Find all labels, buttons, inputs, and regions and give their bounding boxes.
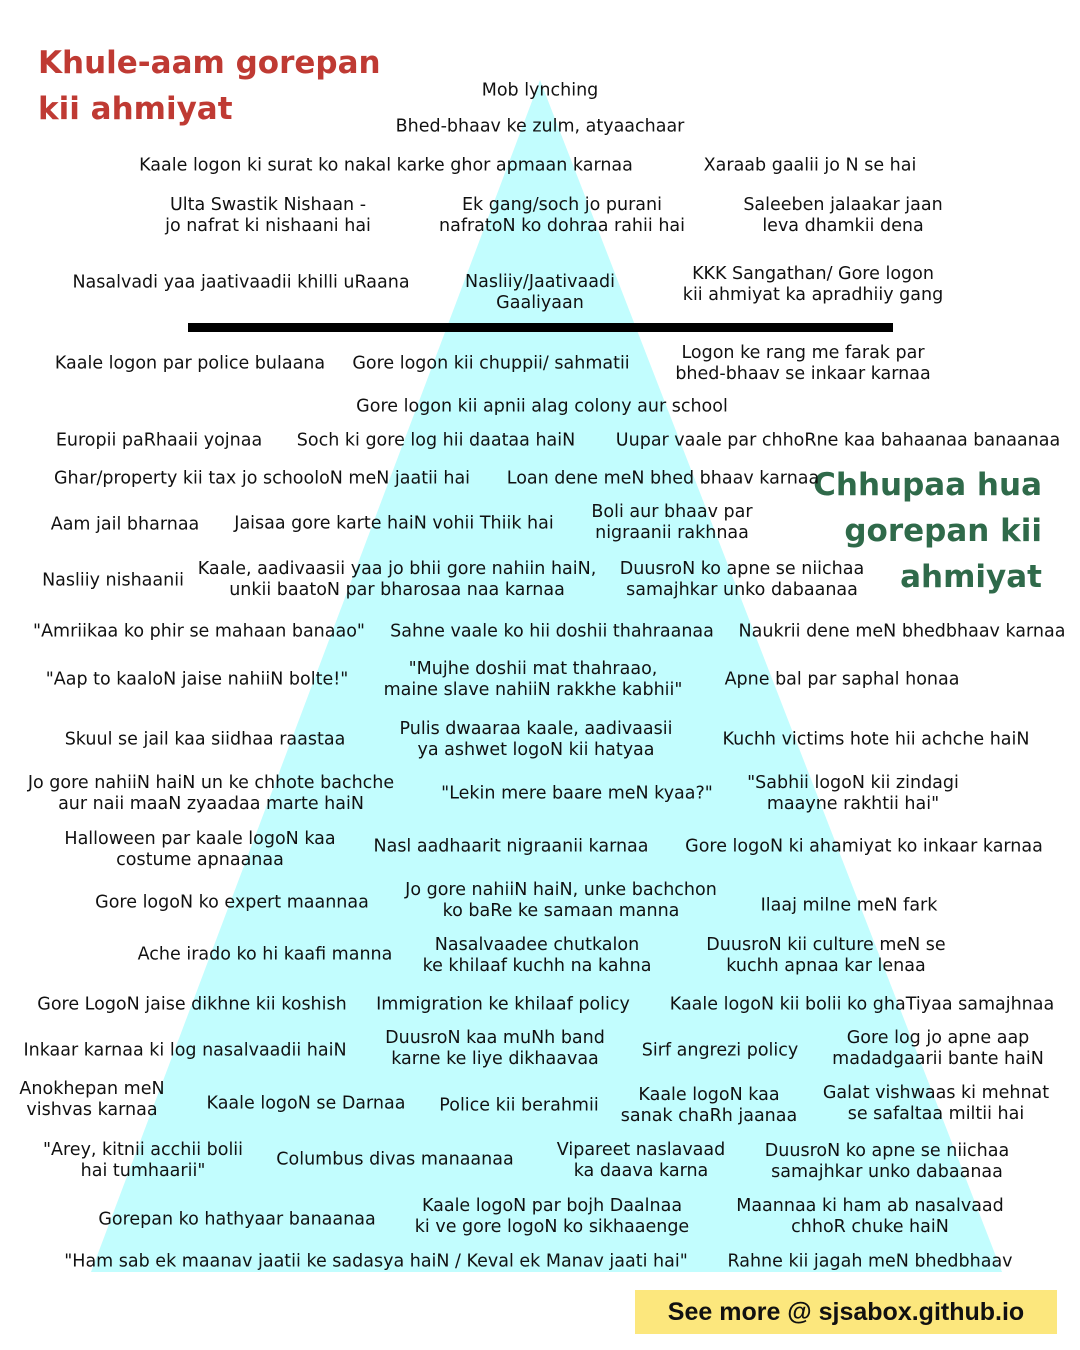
- overt-item: Kaale logon ki surat ko nakal karke ghor apmaan karnaa: [139, 155, 633, 176]
- covert-item: Columbus divas manaanaa: [276, 1149, 514, 1170]
- covert-item: Kaale logon par police bulaana: [54, 353, 326, 374]
- covert-item: Police kii berahmii: [439, 1095, 599, 1116]
- covert-item: Logon ke rang me farak par bhed-bhaav se inkaar karnaa: [675, 343, 931, 384]
- covert-item: "Aap to kaaloN jaise nahiiN bolte!": [45, 669, 349, 690]
- covert-item: Gore logoN ko expert maannaa: [95, 892, 369, 913]
- covert-item: Jo gore nahiiN haiN, unke bachchon ko baRe ke samaan manna: [405, 880, 717, 921]
- covert-item: "Amriikaa ko phir se mahaan banaao": [33, 621, 365, 642]
- covert-item: "Lekin mere baare meN kyaa?": [441, 783, 713, 804]
- covert-item: Jo gore nahiiN haiN un ke chhote bachche aur naii maaN zyaadaa marte haiN: [27, 773, 395, 814]
- covert-item: Gorepan ko hathyaar banaanaa: [98, 1209, 376, 1230]
- covert-item: Ache irado ko hi kaafi manna: [137, 944, 393, 965]
- covert-item: Loan dene meN bhed bhaav karnaa: [506, 468, 820, 489]
- covert-item: "Arey, kitnii acchii bolii hai tumhaarii": [42, 1140, 244, 1181]
- overt-covert-divider: [188, 323, 893, 332]
- covert-item: DuusroN ko apne se niichaa samajhkar unko dabaanaa: [764, 1141, 1010, 1182]
- covert-item: Nasalvaadee chutkalon ke khilaaf kuchh na kahna: [422, 935, 652, 976]
- covert-item: "Mujhe doshii mat thahraao, maine slave nahiiN rakkhe kabhii": [383, 659, 683, 700]
- covert-item: Uupar vaale par chhoRne kaa bahaanaa banaanaa: [615, 430, 1061, 451]
- covert-item: Kaale logoN kaa sanak chaRh jaanaa: [620, 1085, 798, 1126]
- overt-item: Xaraab gaalii jo N se hai: [703, 155, 917, 176]
- covert-item: Skuul se jail kaa siidhaa raastaa: [64, 729, 346, 750]
- covert-item: Kaale logoN se Darnaa: [206, 1093, 406, 1114]
- covert-item: Jaisaa gore karte haiN vohii Thiik hai: [234, 513, 554, 534]
- covert-item: Kaale, aadivaasii yaa jo bhii gore nahiin haiN, unkii baatoN par bharosaa naa karnaa: [197, 559, 597, 600]
- covert-item: Sirf angrezi policy: [641, 1040, 799, 1061]
- covert-item: Kaale logoN kii bolii ko ghaTiyaa samajhnaa: [669, 994, 1055, 1015]
- covert-item: Rahne kii jagah meN bhedbhaav: [727, 1251, 1013, 1272]
- covert-item: Ghar/property kii tax jo schooloN meN jaatii hai: [53, 468, 471, 489]
- covert-item: Kuchh victims hote hii achche haiN: [722, 729, 1030, 750]
- covert-item: DuusroN kaa muNh band karne ke liye dikhaavaa: [385, 1028, 605, 1069]
- covert-item: DuusroN kii culture meN se kuchh apnaa kar lenaa: [706, 935, 946, 976]
- see-more-text: See more @ sjsabox.github.io: [667, 1297, 1025, 1326]
- see-more-link[interactable]: [635, 1290, 1057, 1334]
- covert-item: Gore logon kii chuppii/ sahmatii: [352, 353, 630, 374]
- overt-item: KKK Sangathan/ Gore logon kii ahmiyat ka apradhiiy gang: [682, 264, 944, 305]
- covert-item: Halloween par kaale logoN kaa costume apnaanaa: [64, 829, 336, 870]
- covert-item: Vipareet naslavaad ka daava karna: [556, 1140, 726, 1181]
- overt-item: Nasalvadi yaa jaativaadii khilli uRaana: [72, 272, 410, 293]
- covert-item: Gore logoN ki ahamiyat ko inkaar karnaa: [685, 836, 1043, 857]
- covert-item: "Ham sab ek maanav jaatii ke sadasya haiN / Keval ek Manav jaati hai": [64, 1251, 688, 1272]
- covert-item: Gore log jo apne aap madadgaarii bante haiN: [832, 1028, 1044, 1069]
- covert-item: Soch ki gore log hii daataa haiN: [296, 430, 576, 451]
- overt-item: Bhed-bhaav ke zulm, atyaachaar: [395, 116, 685, 137]
- covert-item: Kaale logoN par bojh Daalnaa ki ve gore logoN ko sikhaaenge: [414, 1196, 690, 1237]
- overt-item: Mob lynching: [481, 80, 599, 101]
- covert-item: Maannaa ki ham ab nasalvaad chhoR chuke haiN: [736, 1196, 1004, 1237]
- covert-item: Nasliiy nishaanii: [42, 570, 184, 591]
- covert-item: Pulis dwaaraa kaale, aadivaasii ya ashwet logoN kii hatyaa: [399, 719, 673, 760]
- overt-title: Khule-aam gorepan kii ahmiyat: [38, 45, 381, 127]
- covert-item: Gore LogoN jaise dikhne kii koshish: [37, 994, 347, 1015]
- covert-item: Ilaaj milne meN fark: [760, 895, 938, 916]
- covert-item: Aam jail bharnaa: [50, 514, 200, 535]
- overt-item: Saleeben jalaakar jaan leva dhamkii dena: [743, 195, 943, 236]
- covert-item: Galat vishwaas ki mehnat se safaltaa miltii hai: [822, 1083, 1050, 1124]
- overt-item: Ek gang/soch jo purani nafratoN ko dohraa rahii hai: [439, 195, 685, 236]
- covert-item: "Sabhii logoN kii zindagi maayne rakhtii hai": [747, 773, 959, 814]
- overt-item: Ulta Swastik Nishaan - jo nafrat ki nishaani hai: [165, 195, 371, 236]
- covert-item: Naukrii dene meN bhedbhaav karnaa: [738, 621, 1066, 642]
- covert-item: Inkaar karnaa ki log nasalvaadii haiN: [23, 1040, 347, 1061]
- covert-item: Gore logon kii apnii alag colony aur school: [356, 396, 728, 417]
- overt-item: Nasliiy/Jaativaadi Gaaliyaan: [465, 272, 615, 313]
- covert-item: Anokhepan meN vishvas karnaa: [19, 1079, 165, 1120]
- covert-title: Chhupaa hua gorepan kii ahmiyat: [813, 467, 1042, 595]
- covert-item: Apne bal par saphal honaa: [724, 669, 960, 690]
- covert-item: Sahne vaale ko hii doshii thahraanaa: [390, 621, 714, 642]
- covert-item: Boli aur bhaav par nigraanii rakhnaa: [591, 502, 753, 543]
- covert-item: Immigration ke khilaaf policy: [376, 994, 630, 1015]
- covert-item: Europii paRhaaii yojnaa: [55, 430, 263, 451]
- covert-item: Nasl aadhaarit nigraanii karnaa: [373, 836, 649, 857]
- covert-item: DuusroN ko apne se niichaa samajhkar unko dabaanaa: [619, 559, 865, 600]
